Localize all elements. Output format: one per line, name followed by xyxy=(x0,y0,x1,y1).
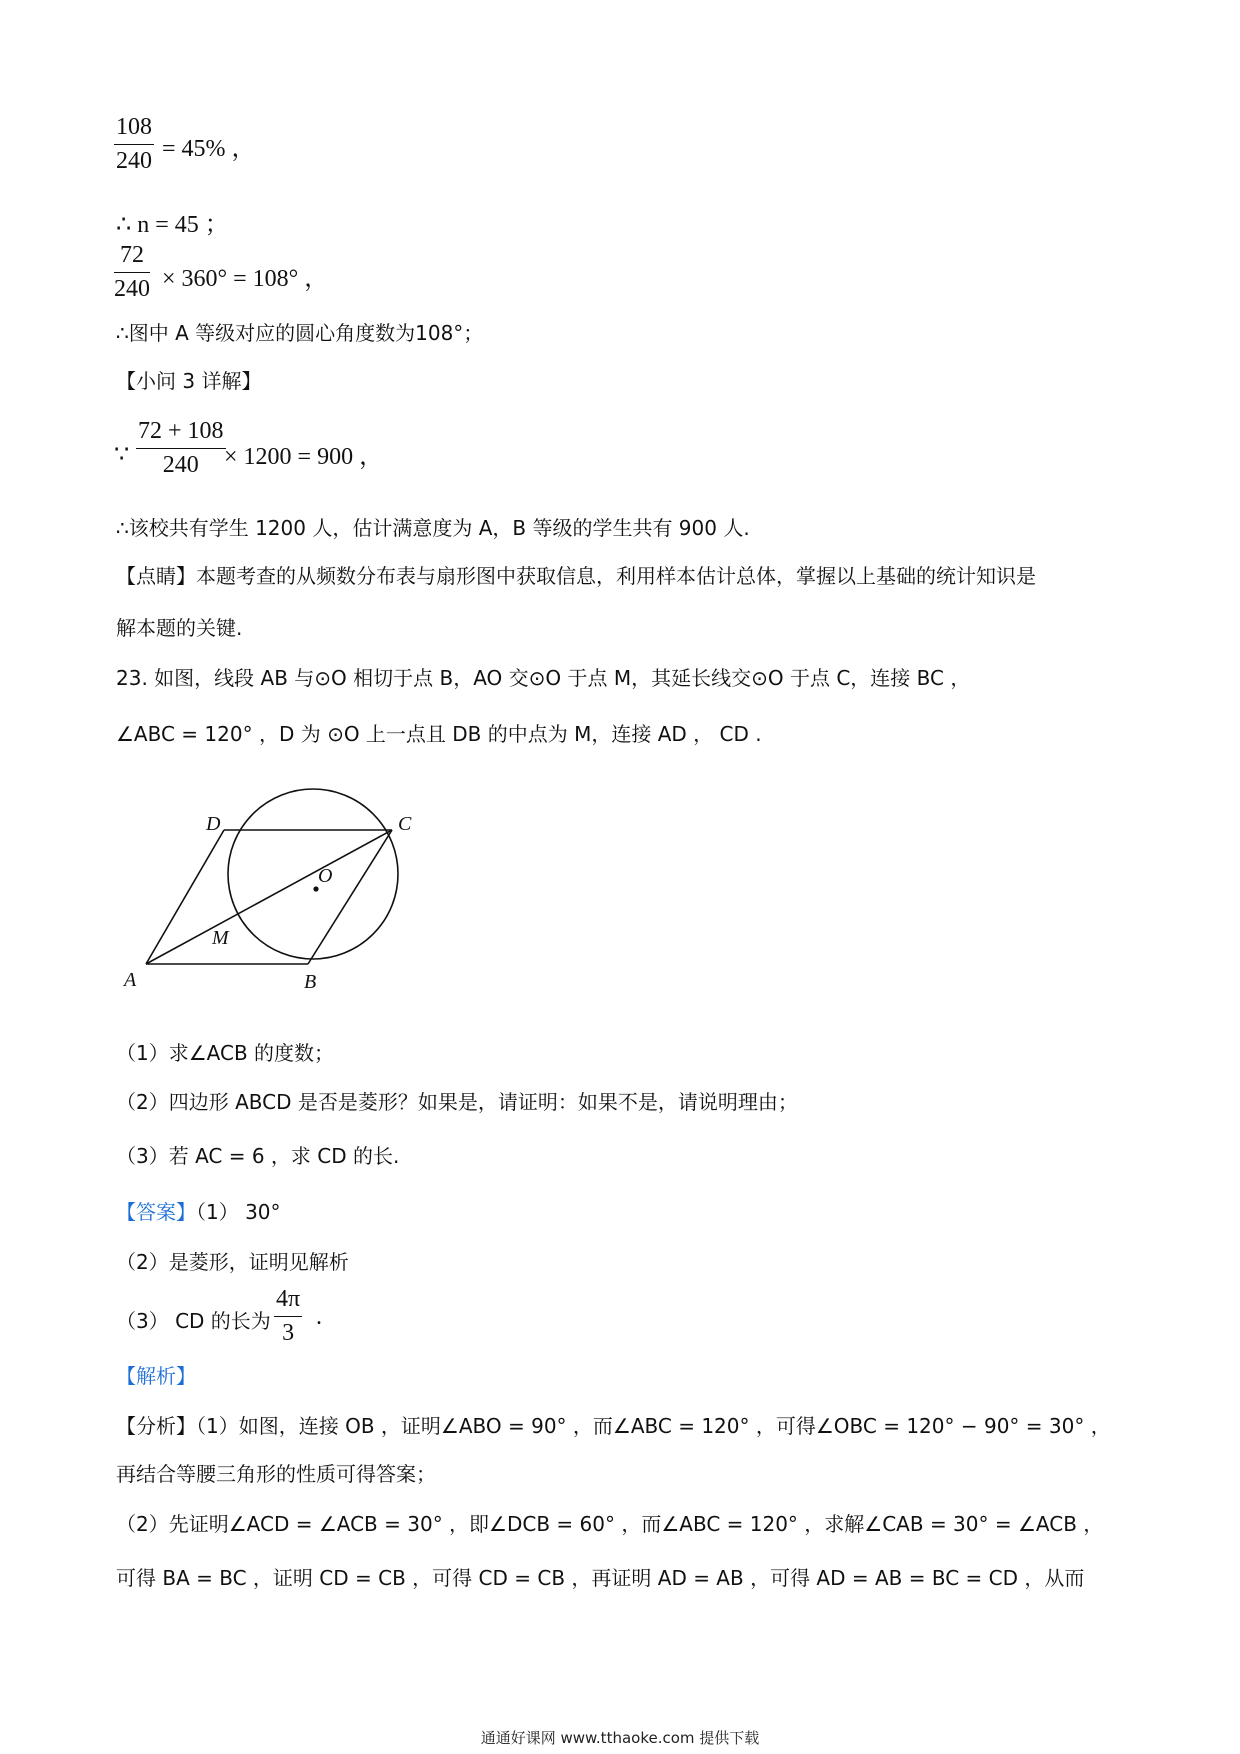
analysis-line-1: 【分析】（1）如图，连接 OB ，证明∠ABO = 90° ，而∠ABC = 120° ，可得∠OBC = 120° − 90° = 30° ， xyxy=(116,1414,1111,1438)
geometry-figure xyxy=(118,772,418,1002)
analysis-line-2: 再结合等腰三角形的性质可得答案； xyxy=(116,1462,436,1486)
fraction-numerator: 4π xyxy=(274,1286,302,1317)
equation-result: × 1200 = 900 ， xyxy=(224,444,384,470)
comment-line-1: 【点睛】本题考查的从频数分布表与扇形图中获取信息，利用样本估计总体，掌握以上基础的统计知识是 xyxy=(116,564,1036,588)
subquestion-2: （2）四边形 ABCD 是否是菱形？如果是，请证明：如果不是，请说明理由； xyxy=(116,1090,798,1114)
fraction-4pi-3 xyxy=(274,1286,302,1347)
fraction-108-240 xyxy=(114,114,154,175)
label-c: C xyxy=(398,813,412,835)
equation-result: × 360° = 108° ， xyxy=(162,266,329,292)
equation-n: ∴ n = 45 ； xyxy=(116,212,229,238)
statement-estimate: ∴该校共有学生 1200 人，估计满意度为 A，B 等级的学生共有 900 人. xyxy=(116,516,750,540)
label-d: D xyxy=(206,813,221,835)
answer-block-1 xyxy=(116,1196,281,1225)
comment-line-2: 解本题的关键. xyxy=(116,616,243,640)
segment-ac xyxy=(146,830,392,964)
question-23-line-2: ∠ABC = 120° ，D 为 ⊙O 上一点且 DB 的中点为 M，连接 AD ， CD . xyxy=(116,722,762,746)
answer-1: （1） 30° xyxy=(196,1200,281,1224)
equation-result: = 45% ， xyxy=(162,136,256,162)
analysis-line-4: 可得 BA = BC ，证明 CD = CB ，可得 CD = CB ，再证明 AD = AB ，可得 AD = AB = BC = CD ，从而 xyxy=(116,1566,1085,1590)
fraction-72-240 xyxy=(114,242,150,303)
fraction-denominator: 240 xyxy=(114,276,150,302)
label-o: O xyxy=(318,865,333,887)
answer-3-prefix: （3） CD 的长为 xyxy=(116,1309,271,1333)
fraction-denominator: 240 xyxy=(162,452,199,478)
fraction-numerator: 72 xyxy=(114,242,150,273)
label-m: M xyxy=(212,927,229,949)
analysis-line-3: （2）先证明∠ACD = ∠ACB = 30° ，即∠DCB = 60° ，而∠ABC = 120° ，求解∠CAB = 30° = ∠ACB ， xyxy=(116,1512,1104,1536)
analysis-label: 【解析】 xyxy=(116,1364,196,1388)
fraction-denominator: 3 xyxy=(282,1320,295,1346)
label-b: B xyxy=(304,971,317,993)
fraction-numerator: 72 + 108 xyxy=(136,418,226,449)
page-footer: 通通好课网 www.tthaoke.com 提供下载 xyxy=(480,1729,760,1747)
label-a: A xyxy=(124,969,137,991)
statement-angle: ∴图中 A 等级对应的圆心角度数为108°； xyxy=(116,321,484,345)
fraction-180-240 xyxy=(136,418,226,479)
fraction-denominator: 240 xyxy=(116,148,152,174)
subquestion-3: （3）若 AC = 6 ，求 CD 的长. xyxy=(116,1144,400,1168)
subquestion-1: （1）求∠ACB 的度数； xyxy=(116,1041,335,1065)
circle-o xyxy=(228,789,398,959)
because-symbol: ∵ xyxy=(114,442,130,468)
subquestion-3-header: 【小问 3 详解】 xyxy=(116,369,262,393)
question-23-line-1: 23. 如图，线段 AB 与⊙O 相切于点 B，AO 交⊙O 于点 M，其延长线交⊙O 于点 C，连接 BC ， xyxy=(116,666,971,690)
center-point-o xyxy=(313,886,318,891)
answer-3-suffix: . xyxy=(316,1304,322,1330)
answer-label: 【答案】 xyxy=(116,1200,196,1224)
segment-bc xyxy=(308,830,392,964)
answer-2: （2）是菱形，证明见解析 xyxy=(116,1250,349,1274)
fraction-numerator: 108 xyxy=(114,114,154,145)
